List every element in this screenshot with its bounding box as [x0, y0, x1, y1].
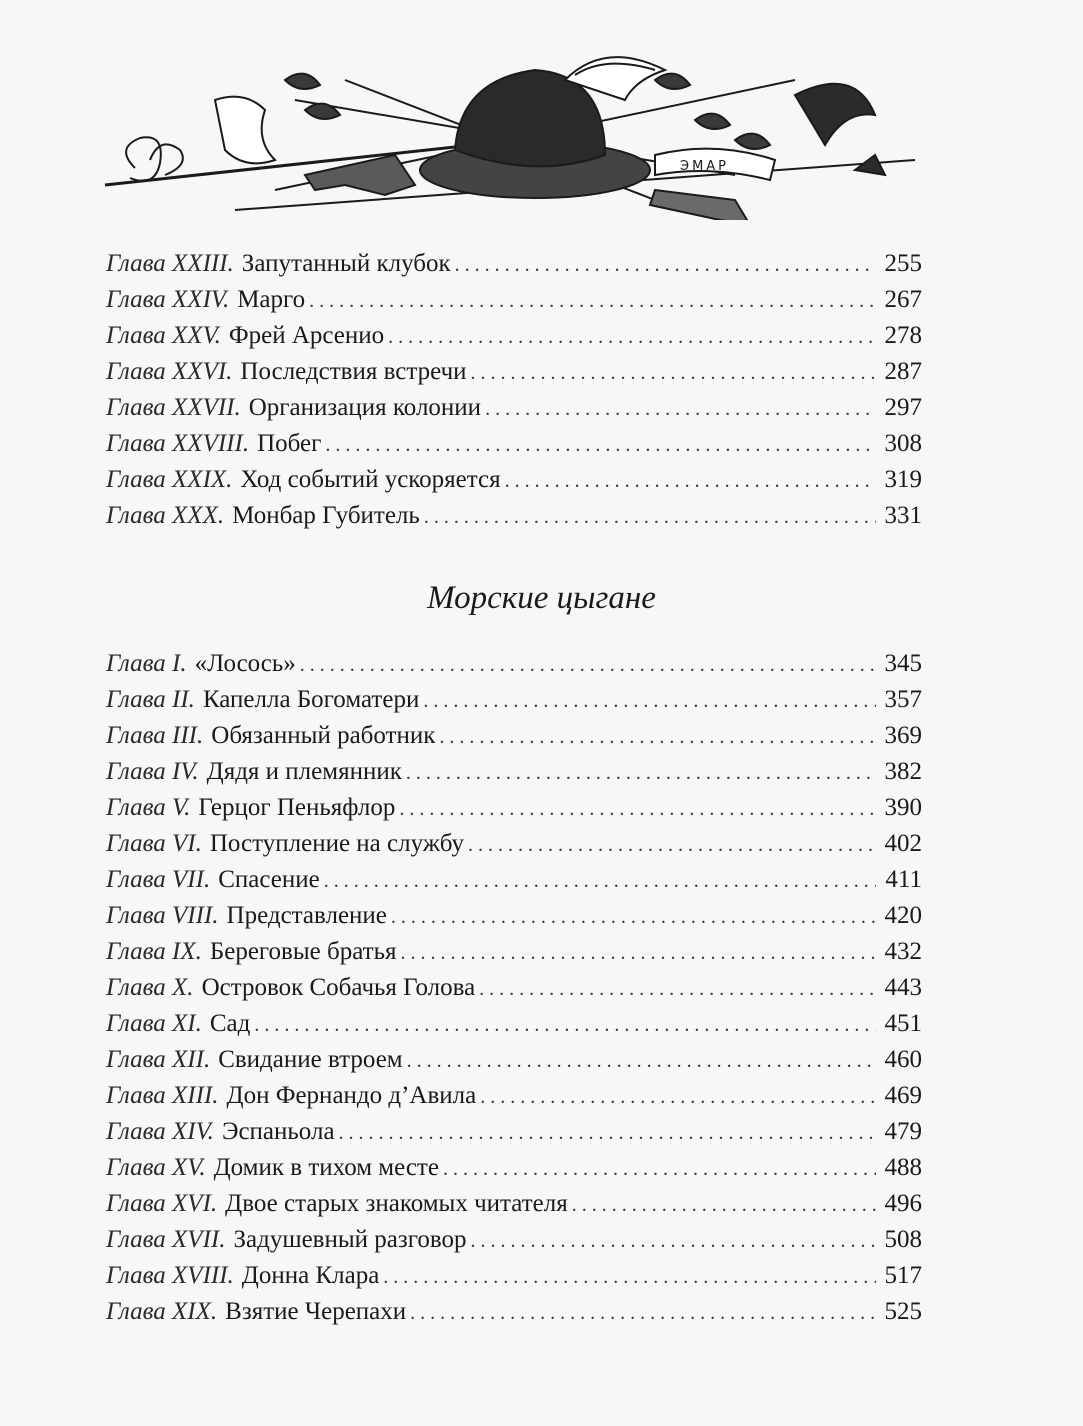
chapter-number: Глава XXIX.: [106, 466, 233, 493]
chapter-number: Глава XXVIII.: [106, 430, 250, 457]
toc-entry: [106, 790, 922, 826]
toc-part-2: [106, 646, 922, 1330]
toc-entry: [106, 354, 922, 390]
halberd-blade: [795, 84, 875, 145]
page-number: 411: [885, 866, 922, 893]
toc-entry: [106, 1042, 922, 1078]
dot-leader: [480, 1079, 876, 1115]
chapter-title: Донна Клара: [241, 1262, 380, 1289]
dot-leader: [391, 899, 876, 935]
chapter-number: Глава IX.: [106, 938, 202, 965]
chapter-number: Глава XIV.: [106, 1118, 214, 1145]
chapter-number: Глава XXVII.: [106, 394, 241, 421]
dot-leader: [383, 1259, 876, 1295]
dot-leader: [410, 1295, 876, 1331]
toc-entry: [106, 1150, 922, 1186]
page-number: 443: [884, 974, 922, 1001]
dot-leader: [300, 647, 876, 683]
toc-entry: [106, 498, 922, 534]
chapter-title: Последствия встречи: [240, 358, 467, 385]
dot-leader: [254, 1007, 876, 1043]
chapter-title: Двое старых знакомых читателя: [225, 1190, 568, 1217]
dot-leader: [468, 827, 876, 863]
chapter-title: Герцог Пеньяфлор: [198, 794, 396, 821]
chapter-number: Глава III.: [106, 722, 204, 749]
chapter-title: Марго: [237, 286, 306, 313]
chapter-number: Глава V.: [106, 794, 191, 821]
page-number: 369: [884, 722, 922, 749]
chapter-number: Глава XVI.: [106, 1190, 218, 1217]
page-number: 402: [884, 830, 922, 857]
toc-entry: [106, 1222, 922, 1258]
chapter-number: Глава VIII.: [106, 902, 219, 929]
toc-entry: [106, 646, 922, 682]
section-title: Морские цыгане: [427, 580, 656, 616]
toc-entry: [106, 754, 922, 790]
toc-entry: [106, 826, 922, 862]
chapter-number: Глава XXVI.: [106, 358, 233, 385]
page-number: 496: [884, 1190, 922, 1217]
toc-part-1: [106, 246, 922, 534]
page-number: 278: [884, 322, 922, 349]
chapter-title: Свидание втроем: [218, 1046, 403, 1073]
dot-leader: [424, 499, 876, 535]
dot-leader: [339, 1115, 876, 1151]
chapter-title: Капелла Богоматери: [202, 686, 420, 713]
page-number: 420: [884, 902, 922, 929]
toc-entry: [106, 898, 922, 934]
dot-leader: [485, 391, 876, 427]
chapter-title: «Лосось»: [194, 650, 296, 677]
dot-leader: [439, 719, 876, 755]
page-number: 479: [884, 1118, 922, 1145]
chapter-title: Запутанный клубок: [241, 250, 451, 277]
toc-entry: [106, 318, 922, 354]
page-number: 319: [884, 466, 922, 493]
page-number: 517: [884, 1262, 922, 1289]
toc-entry: [106, 246, 922, 282]
chapter-title: Взятие Черепахи: [225, 1298, 407, 1325]
chapter-number: Глава XIII.: [106, 1082, 219, 1109]
chapter-number: Глава XVIII.: [106, 1262, 234, 1289]
chapter-title: Дядя и племянник: [206, 758, 402, 785]
sword-hilt: [126, 137, 161, 181]
page-number: 382: [884, 758, 922, 785]
toc-entry: [106, 1186, 922, 1222]
dot-leader: [572, 1187, 876, 1223]
rifle-stock: [650, 190, 750, 220]
chapter-title: Островок Собачья Голова: [201, 974, 476, 1001]
page-number: 331: [884, 502, 922, 529]
chapter-title: Фрей Арсенио: [228, 322, 385, 349]
chapter-title: Задушевный разговор: [233, 1226, 467, 1253]
toc-entry: [106, 426, 922, 462]
chapter-number: Глава XXV.: [106, 322, 221, 349]
chapter-title: Спасение: [218, 866, 320, 893]
chapter-title: Поступление на службу: [209, 830, 464, 857]
toc-entry: [106, 1006, 922, 1042]
chapter-number: Глава II.: [106, 686, 195, 713]
page-number: 287: [884, 358, 922, 385]
toc-entry: [106, 862, 922, 898]
decorative-vignette: [95, 40, 930, 220]
page-number: 390: [884, 794, 922, 821]
toc-entry: [106, 1078, 922, 1114]
chapter-number: Глава XVII.: [106, 1226, 226, 1253]
chapter-number: Глава XI.: [106, 1010, 202, 1037]
dot-leader: [479, 971, 876, 1007]
chapter-title: Организация колонии: [248, 394, 482, 421]
dot-leader: [309, 283, 876, 319]
page-number: 357: [884, 686, 922, 713]
banner: [215, 97, 275, 164]
ribbon-text: ЭМАР: [680, 159, 730, 174]
chapter-title: Береговые братья: [209, 938, 397, 965]
page-number: 508: [884, 1226, 922, 1253]
toc-entry: [106, 1114, 922, 1150]
dot-leader: [471, 355, 876, 391]
page-number: 297: [884, 394, 922, 421]
dot-leader: [401, 935, 877, 971]
page-number: 345: [884, 650, 922, 677]
chapter-number: Глава XIX.: [106, 1298, 218, 1325]
chapter-number: Глава XXIII.: [106, 250, 234, 277]
page-number: 488: [884, 1154, 922, 1181]
chapter-number: Глава XXX.: [106, 502, 225, 529]
chapter-title: Домик в тихом месте: [213, 1154, 439, 1181]
page-number: 308: [884, 430, 922, 457]
chapter-number: Глава IV.: [106, 758, 199, 785]
dot-leader: [325, 427, 876, 463]
toc-entry: [106, 970, 922, 1006]
page-number: 432: [884, 938, 922, 965]
chapter-title: Представление: [226, 902, 387, 929]
chapter-title: Обязанный работник: [211, 722, 436, 749]
chapter-title: Ход событий ускоряется: [240, 466, 501, 493]
dot-leader: [324, 863, 876, 899]
dot-leader: [399, 791, 876, 827]
page-number: 525: [884, 1298, 922, 1325]
chapter-title: Эспаньола: [221, 1118, 335, 1145]
chapter-number: Глава VI.: [106, 830, 202, 857]
chapter-number: Глава XXIV.: [106, 286, 230, 313]
page-number: 267: [884, 286, 922, 313]
chapter-number: Глава XV.: [106, 1154, 206, 1181]
toc-entry: [106, 390, 922, 426]
toc-entry: [106, 462, 922, 498]
page-number: 469: [884, 1082, 922, 1109]
toc-entry: [106, 934, 922, 970]
page-number: 460: [884, 1046, 922, 1073]
toc-entry: [106, 1258, 922, 1294]
chapter-number: Глава VII.: [106, 866, 211, 893]
toc-entry: [106, 282, 922, 318]
page-number: 451: [884, 1010, 922, 1037]
chapter-number: Глава XII.: [106, 1046, 211, 1073]
toc-entry: [106, 718, 922, 754]
dot-leader: [407, 1043, 876, 1079]
dot-leader: [406, 755, 876, 791]
chapter-title: Монбар Губитель: [232, 502, 420, 529]
page-number: 255: [884, 250, 922, 277]
dot-leader: [471, 1223, 876, 1259]
dot-leader: [505, 463, 876, 499]
dot-leader: [423, 683, 876, 719]
chapter-title: Дон Фернандо д’Авила: [226, 1082, 477, 1109]
toc-entry: [106, 1294, 922, 1330]
dot-leader: [455, 247, 876, 283]
dot-leader: [443, 1151, 876, 1187]
dot-leader: [388, 319, 876, 355]
chapter-title: Побег: [257, 430, 322, 457]
chapter-number: Глава X.: [106, 974, 194, 1001]
toc-entry: [106, 682, 922, 718]
chapter-number: Глава I.: [106, 650, 187, 677]
chapter-title: Сад: [209, 1010, 251, 1037]
